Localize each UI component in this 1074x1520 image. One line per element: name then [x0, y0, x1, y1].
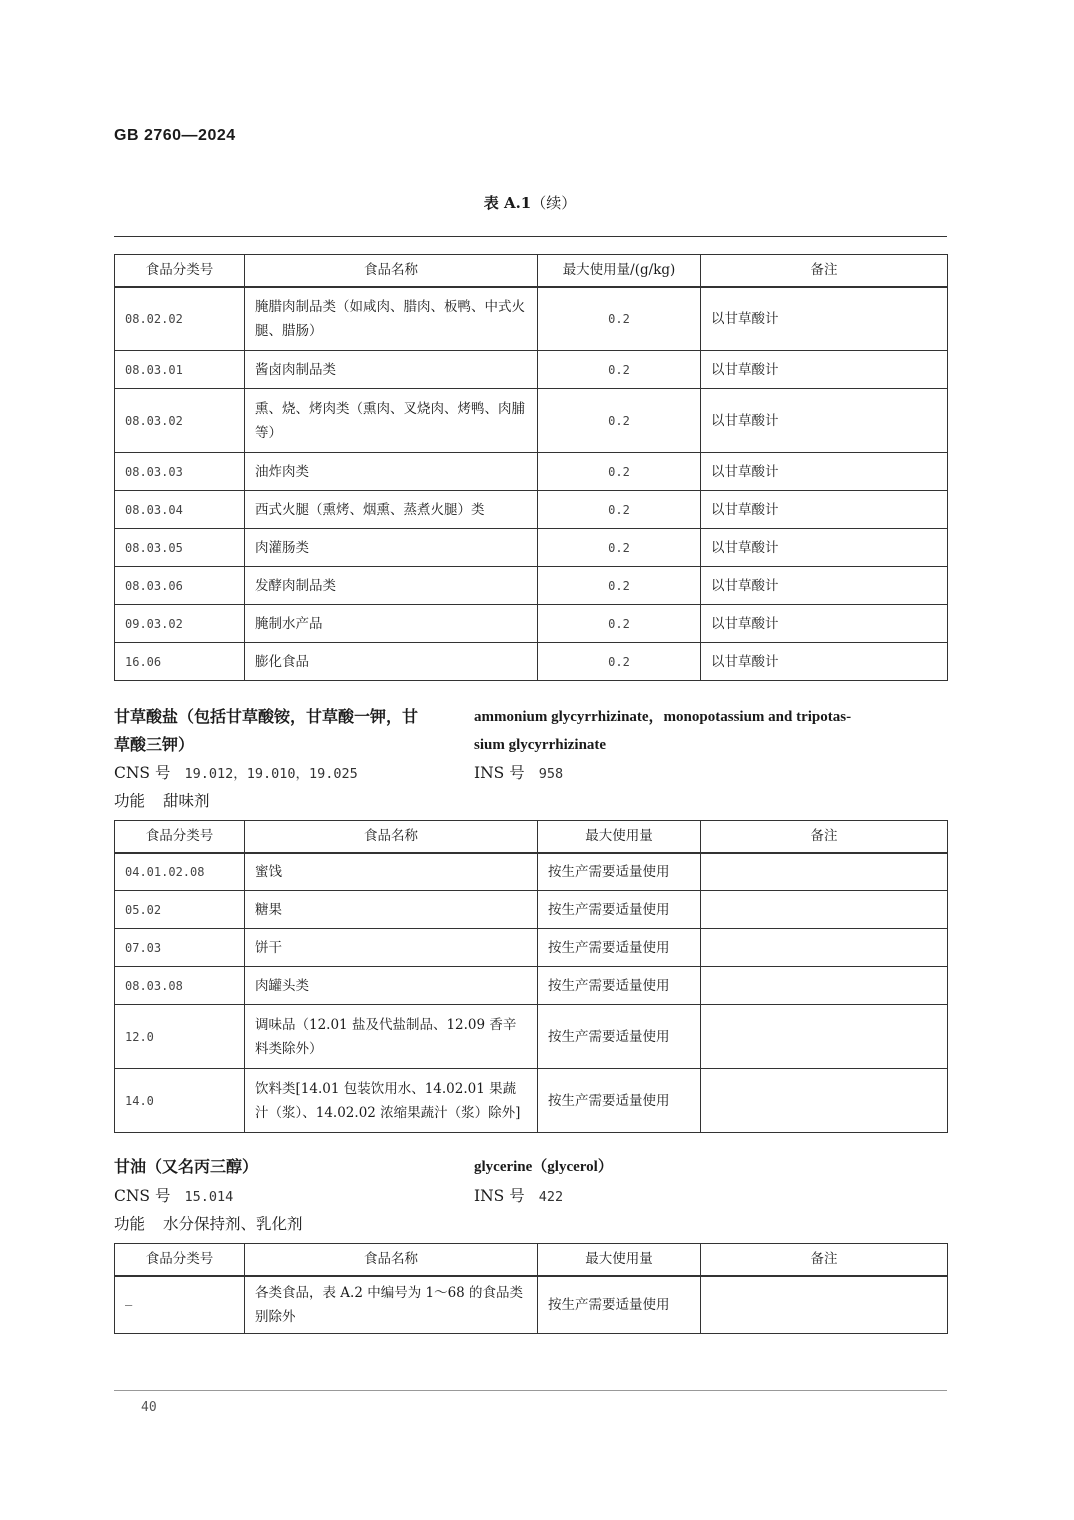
category-code: — — [115, 1276, 245, 1334]
table-header-row — [115, 1244, 948, 1276]
additive-1-zh-name-line1: 甘草酸盐（包括甘草酸铵，甘草酸一钾，甘 — [114, 707, 419, 726]
category-code: 04.01.02.08 — [115, 853, 245, 891]
food-name: 饮料类[14.01 包装饮用水、14.02.01 果蔬汁（浆）、14.02.02 浓缩果蔬汁（浆）除外] — [245, 1069, 538, 1133]
function-value: 甜味剂 — [163, 792, 210, 810]
table-1 — [114, 254, 948, 681]
food-name: 西式火腿（熏烤、烟熏、蒸煮火腿）类 — [245, 491, 538, 529]
header-category-code: 食品分类号 — [115, 821, 245, 853]
table-row — [115, 853, 948, 891]
table-2 — [114, 820, 948, 1133]
max-usage: 按生产需要适量使用 — [538, 929, 701, 967]
remark: 以甘草酸计 — [701, 491, 948, 529]
food-name: 发酵肉制品类 — [245, 567, 538, 605]
function-label: 功能 — [114, 1215, 146, 1233]
remark — [701, 1005, 948, 1069]
cns-value: 19.012，19.010，19.025 — [184, 766, 358, 782]
category-code: 09.03.02 — [115, 605, 245, 643]
food-name: 蜜饯 — [245, 853, 538, 891]
max-usage: 0.2 — [538, 529, 701, 567]
table-title-prefix: 表 A.1 — [483, 194, 532, 212]
food-name: 腌制水产品 — [245, 605, 538, 643]
header-max-usage: 最大使用量 — [538, 821, 701, 853]
page-number: 40 — [141, 1400, 157, 1415]
header-food-name: 食品名称 — [245, 1244, 538, 1276]
category-code: 08.03.04 — [115, 491, 245, 529]
max-usage: 按生产需要适量使用 — [538, 1005, 701, 1069]
header-remarks: 备注 — [701, 821, 948, 853]
category-code: 08.03.06 — [115, 567, 245, 605]
max-usage: 按生产需要适量使用 — [538, 853, 701, 891]
table-row — [115, 453, 948, 491]
max-usage: 按生产需要适量使用 — [538, 1276, 701, 1334]
food-name: 熏、烧、烤肉类（熏肉、叉烧肉、烤鸭、肉脯等） — [245, 389, 538, 453]
table-3 — [114, 1243, 948, 1334]
header-max-usage: 最大使用量/(g/kg) — [538, 255, 701, 287]
table-title — [0, 192, 1060, 213]
food-name: 膨化食品 — [245, 643, 538, 681]
header-rule — [114, 236, 947, 237]
table-row — [115, 287, 948, 351]
footer-rule — [114, 1390, 947, 1391]
additive-1-function — [114, 787, 210, 815]
remark — [701, 1069, 948, 1133]
remark: 以甘草酸计 — [701, 351, 948, 389]
additive-2-function — [114, 1210, 303, 1238]
category-code: 07.03 — [115, 929, 245, 967]
food-name: 肉罐头类 — [245, 967, 538, 1005]
category-code: 05.02 — [115, 891, 245, 929]
category-code: 12.0 — [115, 1005, 245, 1069]
max-usage: 0.2 — [538, 491, 701, 529]
remark: 以甘草酸计 — [701, 453, 948, 491]
category-code: 08.03.01 — [115, 351, 245, 389]
ins-label: INS 号 — [474, 1187, 525, 1205]
table-row — [115, 1005, 948, 1069]
food-name: 油炸肉类 — [245, 453, 538, 491]
header-max-usage: 最大使用量 — [538, 1244, 701, 1276]
max-usage: 按生产需要适量使用 — [538, 1069, 701, 1133]
table-header-row — [115, 821, 948, 853]
table-row — [115, 1069, 948, 1133]
additive-1-en-name-line2: sium glycyrrhizinate — [474, 737, 607, 753]
remark: 以甘草酸计 — [701, 529, 948, 567]
category-code: 08.03.02 — [115, 389, 245, 453]
table-header-row — [115, 255, 948, 287]
category-code: 08.03.05 — [115, 529, 245, 567]
table-row — [115, 389, 948, 453]
remark: 以甘草酸计 — [701, 287, 948, 351]
remark — [701, 853, 948, 891]
header-remarks: 备注 — [701, 1244, 948, 1276]
table-row — [115, 567, 948, 605]
max-usage: 0.2 — [538, 453, 701, 491]
function-label: 功能 — [114, 792, 146, 810]
remark — [701, 929, 948, 967]
max-usage: 0.2 — [538, 287, 701, 351]
category-code: 16.06 — [115, 643, 245, 681]
table-row — [115, 351, 948, 389]
header-remarks: 备注 — [701, 255, 948, 287]
header-category-code: 食品分类号 — [115, 1244, 245, 1276]
remark — [701, 1276, 948, 1334]
additive-1-cns — [114, 759, 358, 788]
table-row — [115, 967, 948, 1005]
food-name: 调味品（12.01 盐及代盐制品、12.09 香辛料类除外） — [245, 1005, 538, 1069]
ins-value: 422 — [538, 1189, 564, 1205]
table-row — [115, 643, 948, 681]
max-usage: 0.2 — [538, 389, 701, 453]
max-usage: 0.2 — [538, 567, 701, 605]
food-name: 饼干 — [245, 929, 538, 967]
standard-code: GB 2760—2024 — [114, 127, 236, 144]
category-code: 14.0 — [115, 1069, 245, 1133]
table-row — [115, 1276, 948, 1334]
additive-2-en-name: glycerine（glycerol） — [474, 1159, 613, 1175]
cns-value: 15.014 — [184, 1189, 234, 1205]
additive-1-zh-name — [114, 703, 418, 759]
additive-2-zh-name: 甘油（又名丙三醇） — [114, 1157, 259, 1176]
food-name: 酱卤肉制品类 — [245, 351, 538, 389]
food-name: 腌腊肉制品类（如咸肉、腊肉、板鸭、中式火腿、腊肠） — [245, 287, 538, 351]
max-usage: 按生产需要适量使用 — [538, 967, 701, 1005]
header-category-code: 食品分类号 — [115, 255, 245, 287]
category-code: 08.03.03 — [115, 453, 245, 491]
cns-label: CNS 号 — [114, 1187, 171, 1205]
cns-label: CNS 号 — [114, 764, 171, 782]
category-code: 08.02.02 — [115, 287, 245, 351]
category-code: 08.03.08 — [115, 967, 245, 1005]
remark: 以甘草酸计 — [701, 389, 948, 453]
header-food-name: 食品名称 — [245, 255, 538, 287]
remark: 以甘草酸计 — [701, 643, 948, 681]
additive-2-ins — [474, 1182, 563, 1211]
table-row — [115, 529, 948, 567]
additive-1-en-name — [474, 703, 851, 759]
additive-1-zh-name-line2: 草酸三钾） — [114, 735, 195, 754]
ins-value: 958 — [538, 766, 564, 782]
food-name: 肉灌肠类 — [245, 529, 538, 567]
max-usage: 0.2 — [538, 605, 701, 643]
remark — [701, 967, 948, 1005]
additive-2-cns — [114, 1182, 233, 1211]
additive-1-ins — [474, 759, 563, 788]
table-row — [115, 891, 948, 929]
function-value: 水分保持剂、乳化剂 — [163, 1215, 303, 1233]
food-name: 各类食品，表 A.2 中编号为 1～68 的食品类别除外 — [245, 1276, 538, 1334]
header-food-name: 食品名称 — [245, 821, 538, 853]
table-title-suffix: （续） — [531, 194, 577, 212]
ins-label: INS 号 — [474, 764, 525, 782]
remark — [701, 891, 948, 929]
remark: 以甘草酸计 — [701, 605, 948, 643]
table-row — [115, 605, 948, 643]
table-row — [115, 929, 948, 967]
additive-1-en-name-line1: ammonium glycyrrhizinate，monopotassium and tripotas- — [474, 709, 852, 725]
remark: 以甘草酸计 — [701, 567, 948, 605]
max-usage: 0.2 — [538, 351, 701, 389]
table-row — [115, 491, 948, 529]
max-usage: 0.2 — [538, 643, 701, 681]
max-usage: 按生产需要适量使用 — [538, 891, 701, 929]
food-name: 糖果 — [245, 891, 538, 929]
